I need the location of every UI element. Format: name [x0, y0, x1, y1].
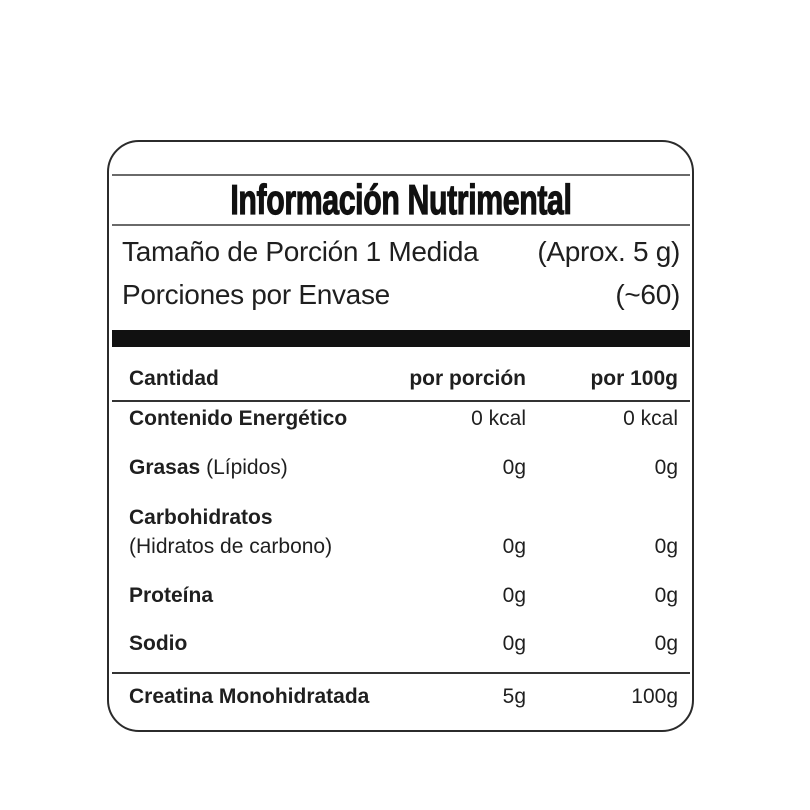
label-title: Información Nutrimental	[230, 175, 572, 223]
ingredient-per-100g: 100g	[631, 685, 678, 708]
nutrient-per-100g: 0g	[654, 632, 678, 655]
nutrient-per-100g: 0 kcal	[623, 407, 678, 430]
serving-size-label: Tamaño de Porción 1 Medida	[122, 236, 479, 267]
nutrient-per-serving: 0g	[502, 632, 526, 655]
thick-divider-bar	[112, 330, 690, 347]
ingredient-name: Creatina Monohidratada	[129, 685, 370, 708]
nutrient-subname: (Hidratos de carbono)	[129, 535, 333, 558]
title-container	[112, 174, 690, 225]
divider-below-header	[112, 400, 690, 402]
nutrient-name: Contenido Energético	[129, 407, 348, 430]
nutrient-subname: (Lípidos)	[206, 456, 288, 479]
servings-per-container-label: Porciones por Envase	[122, 279, 390, 310]
nutrition-label-frame	[107, 140, 694, 732]
nutrient-per-serving: 0 kcal	[471, 407, 526, 430]
header-per-100g: por 100g	[590, 367, 678, 390]
header-cantidad: Cantidad	[129, 367, 219, 390]
servings-per-container-row	[122, 279, 680, 311]
nutrient-per-serving: 0g	[502, 456, 526, 479]
nutrient-name: Sodio	[129, 632, 188, 655]
ingredient-per-serving: 5g	[502, 685, 526, 708]
nutrient-name: Grasas	[129, 456, 201, 479]
divider-below-title	[112, 224, 690, 226]
nutrient-per-100g: 0g	[654, 535, 678, 558]
serving-size-value: (Aprox. 5 g)	[537, 236, 680, 267]
nutrient-name: Carbohidratos	[129, 506, 273, 529]
nutrient-per-serving: 0g	[502, 535, 526, 558]
nutrient-per-100g: 0g	[654, 584, 678, 607]
nutrient-per-100g: 0g	[654, 456, 678, 479]
header-per-serving: por porción	[409, 367, 526, 390]
nutrient-per-serving: 0g	[502, 584, 526, 607]
servings-per-container-value: (~60)	[615, 279, 680, 310]
divider-above-footer	[112, 672, 690, 674]
serving-size-row	[122, 236, 680, 268]
nutrient-name: Proteína	[129, 584, 214, 607]
